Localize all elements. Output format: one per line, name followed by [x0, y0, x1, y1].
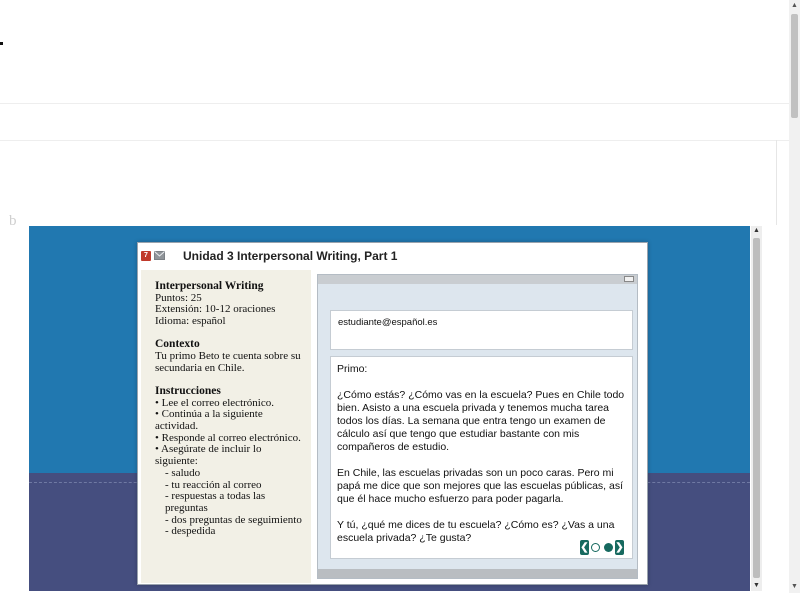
pane-minimize-button[interactable]	[624, 276, 634, 282]
email-pane	[317, 274, 638, 579]
context-text: Tu primo Beto te cuenta sobre su secundaria en Chile.	[155, 350, 301, 374]
email-paragraph: ¿Cómo estás? ¿Cómo vas en la escuela? Pues en Chile todo bien. Asisto a una escuela privada y tenemos mucha tarea todos los días. La semana que entra tengo un examen de cálculo así que tengo que estudiar bastante con mis compañeros de estudio.	[337, 389, 625, 453]
list-item: • Lee el correo electrónico.	[155, 396, 274, 409]
list-subitem: - despedida	[165, 525, 216, 538]
mail-icon[interactable]	[154, 251, 165, 260]
task-heading: Interpersonal Writing	[155, 280, 264, 292]
top-banner	[0, 0, 800, 104]
cursor-dot	[0, 42, 3, 45]
language-text: Idioma: español	[155, 315, 226, 328]
list-subitem: - tu reacción al correo	[165, 478, 262, 491]
scroll-thumb[interactable]	[791, 14, 798, 118]
pane-footer	[318, 569, 637, 578]
scroll-down-icon[interactable]: ▼	[753, 582, 760, 589]
next-page-button[interactable]: ❯	[615, 541, 624, 553]
page-dot-2[interactable]	[604, 543, 613, 552]
list-subitem: - dos preguntas de seguimiento	[165, 513, 302, 526]
scroll-up-icon[interactable]: ▲	[753, 227, 760, 234]
page-scrollbar[interactable]	[789, 0, 800, 593]
stray-letter: b	[9, 213, 17, 229]
email-greeting: Primo:	[337, 363, 368, 375]
divider	[776, 140, 777, 225]
email-sender: estudiante@español.es	[338, 317, 438, 328]
list-subitem: - saludo	[165, 466, 201, 479]
pager	[580, 539, 624, 555]
scroll-thumb[interactable]	[753, 238, 760, 578]
modal-header	[138, 243, 647, 269]
extension-text: Extensión: 10-12 oraciones	[155, 303, 276, 316]
email-sender-field	[330, 310, 633, 350]
email-paragraph: Y tú, ¿qué me dices de tu escuela? ¿Cómo es? ¿Vas a una escuela privada? ¿Te gusta?	[337, 519, 615, 544]
list-item: • Asegúrate de incluir lo siguiente:	[155, 443, 262, 468]
instructions-heading: Instrucciones	[155, 384, 221, 397]
instructions-panel	[141, 270, 311, 583]
email-paragraph: En Chile, las escuelas privadas son un poco caras. Pero mi papá me dice que son mejores que las escuelas públicas, así que él hace mucho esfuerzo para poder pagarla.	[337, 467, 624, 505]
scroll-up-icon[interactable]: ▲	[791, 2, 798, 9]
modal-title: Unidad 3 Interpersonal Writing, Part 1	[183, 249, 398, 263]
scroll-down-icon[interactable]: ▼	[791, 583, 798, 590]
pane-titlebar	[318, 275, 637, 284]
prev-page-button[interactable]: ❮	[580, 541, 589, 553]
list-subitem: - respuestas a todas las preguntas	[165, 490, 266, 514]
points-text: Puntos: 25	[155, 291, 202, 304]
stage-scrollbar[interactable]	[751, 226, 762, 591]
divider	[0, 140, 800, 141]
email-message	[330, 356, 633, 559]
unit-badge-icon[interactable]: 7	[141, 251, 151, 261]
list-item: • Responde al correo electrónico.	[155, 431, 301, 444]
page-dot-1[interactable]	[591, 543, 600, 552]
context-heading: Contexto	[155, 338, 200, 351]
activity-modal	[137, 242, 648, 585]
list-item: • Continúa a la siguiente actividad.	[155, 408, 263, 433]
